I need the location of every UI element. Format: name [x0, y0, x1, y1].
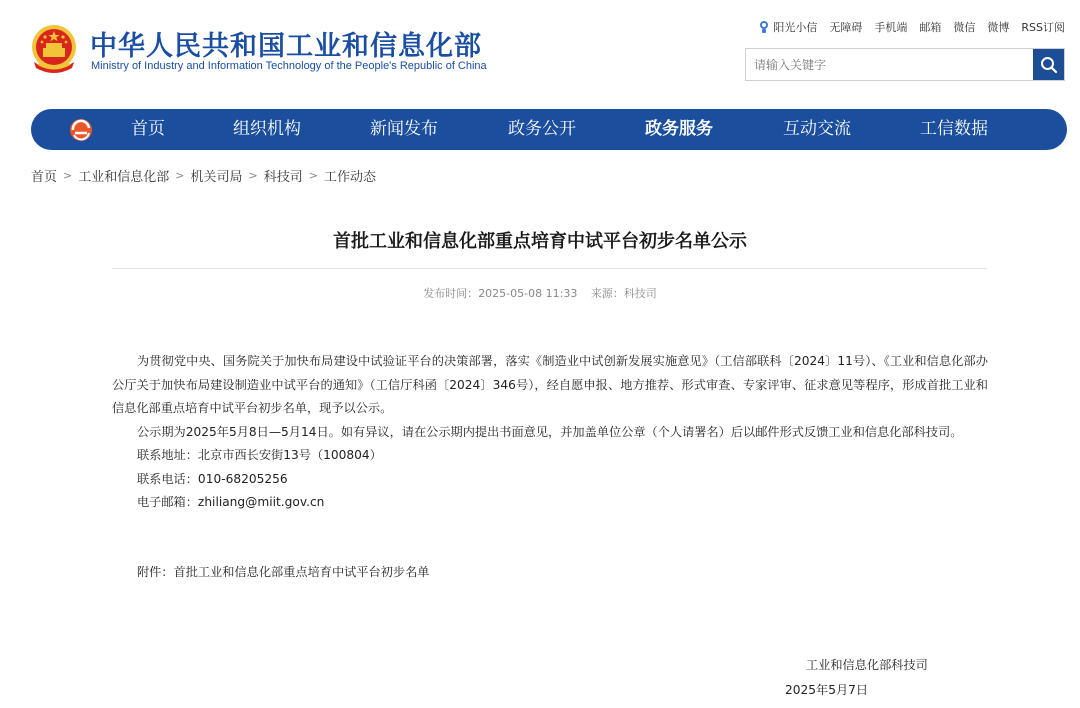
- national-emblem-icon: [28, 22, 80, 76]
- publish-time: 2025-05-08 11:33: [478, 287, 578, 300]
- nav-item-gov-services[interactable]: 政务服务: [645, 119, 713, 139]
- breadcrumb: [31, 166, 376, 185]
- breadcrumb-separator: >: [308, 169, 318, 182]
- breadcrumb-miit[interactable]: 工业和信息化部: [78, 170, 170, 185]
- article-meta: [0, 285, 1080, 301]
- breadcrumb-separator: >: [248, 169, 258, 182]
- top-link-wechat[interactable]: 微信: [953, 21, 976, 34]
- site-title-cn[interactable]: 中华人民共和国工业和信息化部: [90, 31, 482, 62]
- contact-email: 电子邮箱：zhiliang@miit.gov.cn: [137, 495, 325, 509]
- source-info: [591, 287, 657, 300]
- site-title-en[interactable]: Ministry of Industry and Information Technology of the People's Republic of China: [91, 60, 487, 72]
- top-link-accessibility[interactable]: 无障碍: [829, 21, 863, 34]
- search-icon: [1040, 56, 1058, 74]
- breadcrumb-separator: >: [63, 169, 73, 182]
- nav-item-interaction[interactable]: 互动交流: [783, 119, 851, 139]
- nav-item-data[interactable]: 工信数据: [920, 119, 988, 139]
- top-link-mail[interactable]: 邮箱: [919, 21, 942, 34]
- paragraph-intro: 为贯彻党中央、国务院关于加快布局建设中试验证平台的决策部署，落实《制造业中试创新发展实施意见》（工信部联科〔2024〕11号）、《工业和信息化部办公厅关于加快布局建设制造业中试平台的通知》（工信厅科函〔2024〕346号），经自愿申报、地方推荐、形式审查、专家评审、征求意见等程序，形成首批工业和信息化部重点培育中试平台初步名单，现予以公示。: [112, 354, 988, 415]
- search-button[interactable]: [1033, 49, 1064, 80]
- top-link-label: 阳光小信: [773, 21, 818, 34]
- search-box: [745, 48, 1065, 81]
- breadcrumb-work-news[interactable]: 工作动态: [323, 170, 376, 185]
- contact-address: 联系地址：北京市西长安街13号（100804）: [137, 448, 382, 462]
- search-input[interactable]: [746, 49, 1034, 80]
- article-title: 首批工业和信息化部重点培育中试平台初步名单公示: [333, 231, 747, 252]
- breadcrumb-separator: >: [175, 169, 185, 182]
- source-value: 科技司: [623, 287, 657, 300]
- title-divider: [112, 268, 987, 269]
- source-label: 来源：: [590, 287, 624, 300]
- mascot-icon: [758, 20, 770, 34]
- top-link-weibo[interactable]: 微博: [987, 21, 1010, 34]
- publish-info: [423, 287, 577, 300]
- breadcrumb-sci-tech[interactable]: 科技司: [263, 170, 303, 185]
- top-link-rss[interactable]: RSS订阅: [1021, 21, 1065, 34]
- attachment-link[interactable]: 附件：首批工业和信息化部重点培育中试平台初步名单: [137, 565, 430, 579]
- top-links: [758, 19, 1065, 35]
- miit-logo-icon[interactable]: [67, 117, 95, 143]
- main-nav: [31, 109, 1067, 150]
- top-link-mobile[interactable]: 手机端: [874, 21, 908, 34]
- site-header: [0, 0, 1080, 105]
- contact-phone: 联系电话：010-68205256: [137, 471, 288, 486]
- nav-item-organization[interactable]: 组织机构: [233, 119, 301, 139]
- paragraph-period: 公示期为2025年5月8日—5月14日。如有异议，请在公示期内提出书面意见，并加盖单位公章（个人请署名）后以邮件形式反馈工业和信息化部科技司。: [137, 424, 963, 439]
- breadcrumb-departments[interactable]: 机关司局: [190, 170, 243, 185]
- nav-item-news[interactable]: 新闻发布: [370, 119, 438, 139]
- signature-date: 2025年5月7日: [785, 683, 869, 697]
- top-link-sunshine[interactable]: [758, 19, 817, 35]
- breadcrumb-home[interactable]: 首页: [31, 170, 58, 185]
- nav-item-gov-affairs[interactable]: 政务公开: [508, 119, 576, 139]
- signature-org: 工业和信息化部科技司: [806, 658, 928, 672]
- article-body: [112, 350, 988, 515]
- nav-item-home[interactable]: 首页: [131, 119, 165, 139]
- publish-label: 发布时间：: [423, 287, 479, 300]
